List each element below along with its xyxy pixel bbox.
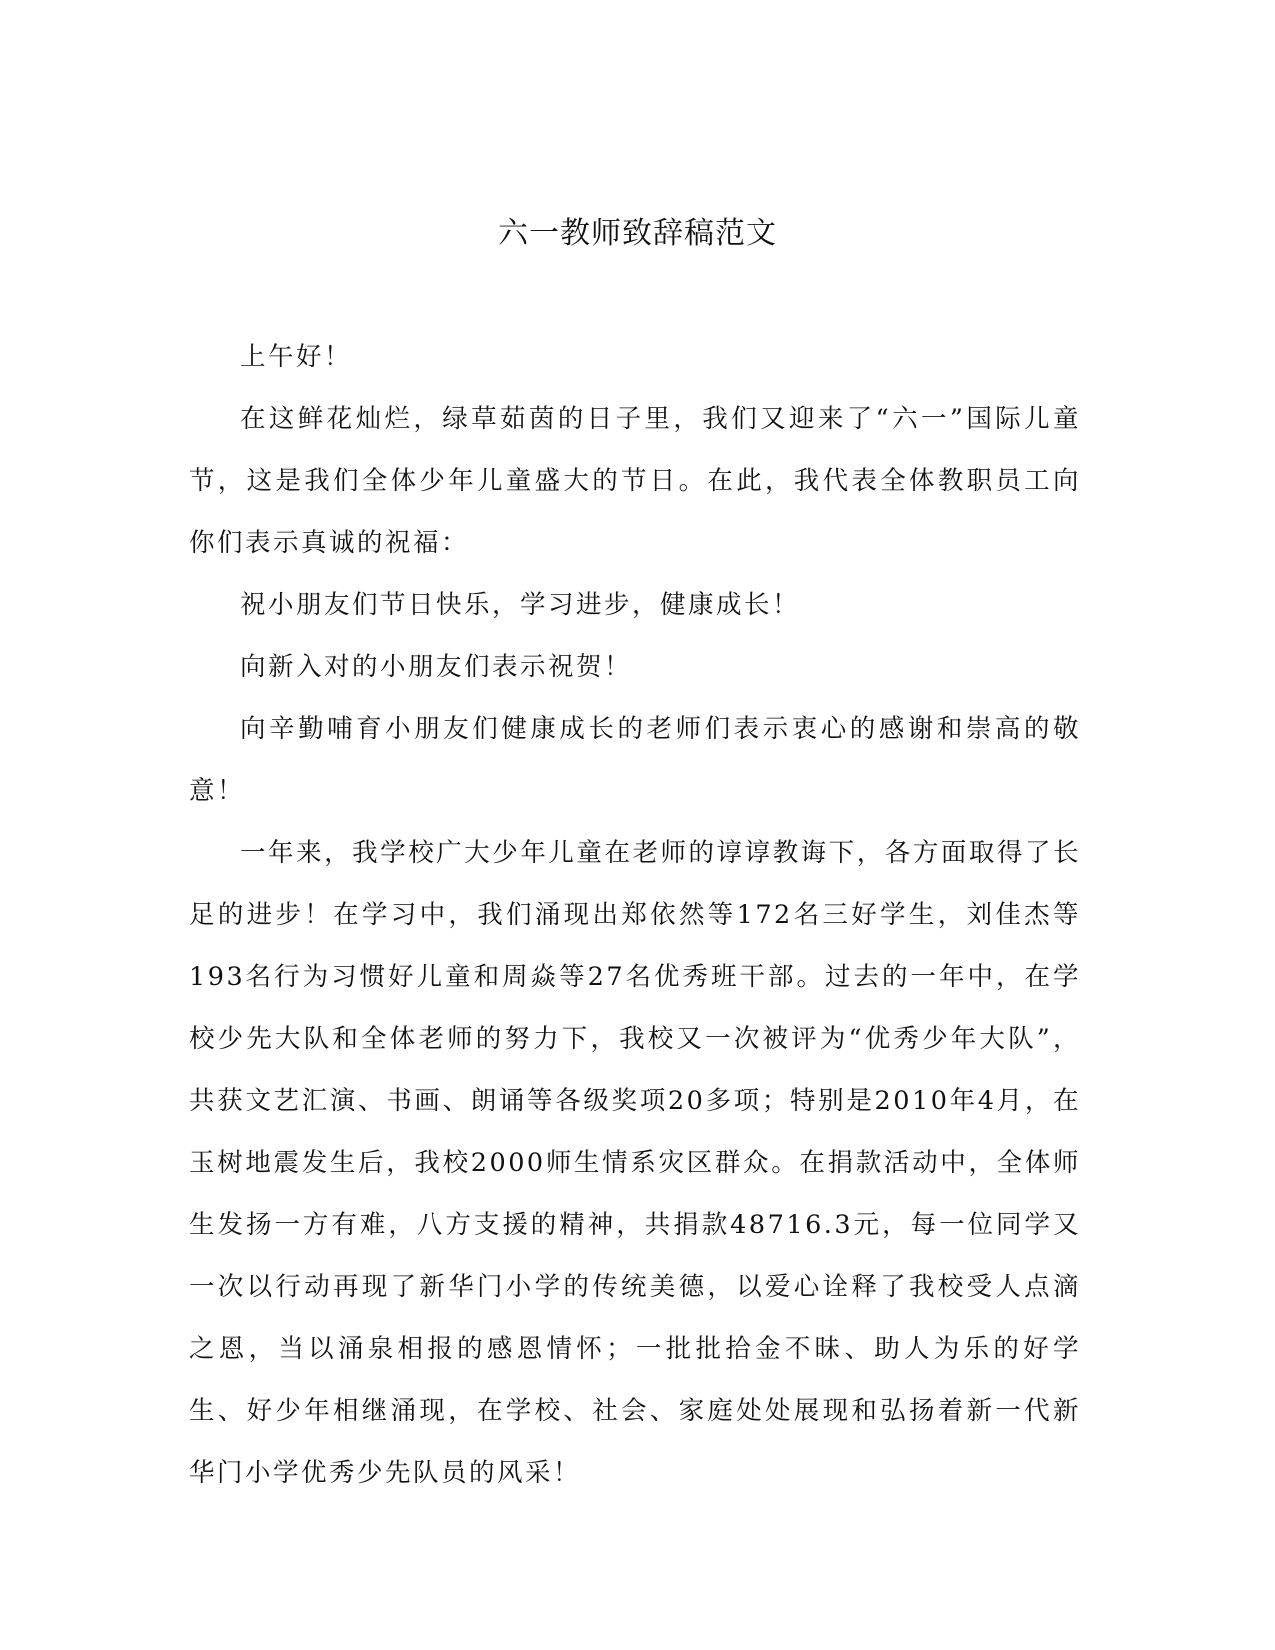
opening-paragraph: 在这鲜花灿烂，绿草茹茵的日子里，我们又迎来了“六一”国际儿童节，这是我们全体少年儿童盛大的节日。在此，我代表全体教职员工向你们表示真诚的祝福： <box>189 404 1081 558</box>
thanks-paragraph: 向辛勤哺育小朋友们健康成长的老师们表示衷心的感谢和崇高的敬意！ <box>189 714 1081 806</box>
wish-paragraph: 祝小朋友们节日快乐，学习进步，健康成长！ <box>240 590 801 620</box>
achievements-paragraph: 一年来，我学校广大少年儿童在老师的谆谆教诲下，各方面取得了长足的进步！在学习中，我们涌现出郑依然等172名三好学生，刘佳杰等193名行为习惯好儿童和周焱等27名优秀班干部。过去的一年中，在学校少先大队和全体老师的努力下，我校又一次被评为“优秀少年大队”，共获文艺汇演、书画、朗诵等各级奖项20多项；特别是2010年4月，在玉树地震发生后，我校2000师生情系灾区群众。在捐款活动中，全体师生发扬一方有难，八方支援的精神，共捐款48716.3元，每一位同学又一次以行动再现了新华门小学的传统美德，以爱心诠释了我校受人点滴之恩，当以涌泉相报的感恩情怀；一批批拾金不昧、助人为乐的好学生、好少年相继涌现，在学校、社会、家庭处处展现和弘扬着新一代新华门小学优秀少先队员的风采！ <box>189 838 1081 1488</box>
document-body <box>189 326 1081 1504</box>
congrats-paragraph: 向新入对的小朋友们表示祝贺！ <box>240 652 633 682</box>
document-title: 六一教师致辞稿范文 <box>498 216 777 251</box>
greeting-paragraph: 上午好！ <box>240 342 353 372</box>
